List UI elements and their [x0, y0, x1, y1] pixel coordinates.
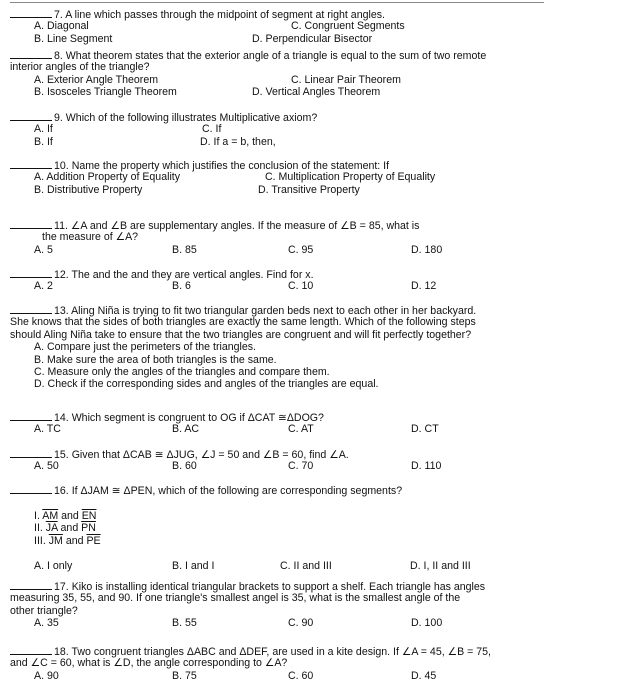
option-d[interactable]: D. 12: [411, 280, 437, 293]
question-text: Which of the following illustrates Multiplicative axiom?: [65, 112, 318, 124]
option-a[interactable]: A. I only: [34, 560, 73, 572]
question-text-cont: and ∠C = 60, what is ∠D, the angle corresponding to ∠A?: [10, 657, 288, 670]
question-number: 15.: [54, 449, 69, 461]
option-c[interactable]: C. AT: [288, 423, 314, 436]
option-c[interactable]: C. 60: [288, 669, 314, 682]
question-text: What theorem states that the exterior angle of a triangle is equal to the sum of two remote: [65, 50, 487, 62]
question-number: 10.: [54, 160, 69, 172]
answer-blank[interactable]: [10, 645, 52, 655]
segment-pair: [34, 522, 101, 534]
option-d[interactable]: D. Vertical Angles Theorem: [252, 86, 381, 99]
question-number: 13.: [54, 305, 69, 317]
question-8: [10, 49, 605, 99]
answer-blank[interactable]: [10, 8, 52, 18]
option-a[interactable]: A. Exterior Angle Theorem: [34, 73, 159, 86]
option-a[interactable]: A. 90: [34, 669, 59, 682]
question-text: Given that ΔCAB ≅ ΔJUG, ∠J = 50 and ∠B = 60, find ∠A.: [71, 449, 349, 461]
segment-b: $\overline{PE}$: [86, 534, 101, 547]
segment-pairs: [34, 510, 101, 547]
option-c[interactable]: C. If: [202, 123, 222, 136]
and-word: and: [65, 534, 84, 547]
question-text: If ΔJAM ≅ ΔPEN, which of the following are corresponding segments?: [71, 485, 403, 497]
top-rule: [10, 2, 544, 3]
answer-blank[interactable]: [10, 159, 52, 169]
option-d[interactable]: D. Perpendicular Bisector: [252, 32, 373, 45]
option-a[interactable]: A. 50: [34, 460, 59, 473]
question-text-cont: interior angles of the triangle?: [10, 61, 150, 74]
option-c[interactable]: C. Linear Pair Theorem: [291, 73, 401, 86]
question-16: [10, 484, 605, 496]
option-c[interactable]: C. 90: [288, 617, 314, 630]
question-number: 18.: [54, 646, 69, 658]
option-b[interactable]: B. Isosceles Triangle Theorem: [34, 86, 177, 99]
answer-blank[interactable]: [10, 484, 52, 494]
option-b[interactable]: B. I and I: [172, 560, 215, 572]
question-text: Two congruent triangles ΔABC and ΔDEF, are used in a kite design. If ∠A = 45, ∠B = 75,: [71, 646, 491, 658]
and-word: and: [60, 522, 79, 535]
option-b[interactable]: B. If: [34, 135, 53, 148]
option-d[interactable]: D. 180: [411, 243, 443, 256]
option-c[interactable]: C. Measure only the angles of the triangles and compare them.: [34, 365, 330, 378]
question-number: 14.: [54, 412, 69, 424]
question-number: 8.: [54, 50, 63, 62]
segment-a: $\overline{JA}$: [45, 522, 58, 535]
segment-a: $\overline{AM}$: [42, 510, 59, 522]
question-17: [10, 580, 605, 630]
option-b[interactable]: B. 6: [172, 280, 191, 293]
answer-blank[interactable]: [10, 111, 52, 121]
option-b[interactable]: B. AC: [172, 423, 200, 436]
option-c[interactable]: C. 70: [288, 460, 314, 473]
question-9: [10, 111, 605, 148]
segment-a: $\overline{JM}$: [48, 534, 63, 547]
question-13: [10, 304, 605, 391]
and-word: and: [61, 510, 79, 522]
segment-pair: [34, 510, 101, 522]
question-text: Which segment is congruent to OG if ΔCAT ≅ΔDOG?: [71, 412, 324, 424]
segment-b: $\overline{EN}$: [81, 510, 97, 522]
roman-numeral: III.: [34, 534, 46, 547]
roman-numeral: II.: [34, 522, 43, 535]
question-7: [10, 8, 605, 45]
question-number: 17.: [54, 581, 69, 593]
option-b[interactable]: B. 75: [172, 669, 197, 682]
question-text-cont: She knows that the sides of both triangles are exactly the same length. Which of the following steps: [10, 316, 476, 329]
roman-numeral: I.: [34, 510, 40, 522]
option-d[interactable]: D. 45: [411, 669, 437, 682]
answer-blank[interactable]: [10, 411, 52, 421]
option-b[interactable]: B. Distributive Property: [34, 183, 143, 196]
question-text-cont: the measure of ∠A?: [42, 231, 139, 244]
option-d[interactable]: D. Check if the corresponding sides and angles of the triangles are equal.: [34, 378, 379, 391]
option-a[interactable]: A. TC: [34, 423, 61, 436]
question-14: [10, 411, 605, 436]
option-d[interactable]: D. 110: [411, 460, 442, 473]
option-a[interactable]: A. 5: [34, 243, 53, 256]
question-11: [10, 219, 605, 256]
segment-pair: [34, 535, 101, 547]
question-text: ∠A and ∠B are supplementary angles. If the measure of ∠B = 85, what is: [70, 220, 420, 232]
option-c[interactable]: C. Congruent Segments: [291, 20, 405, 33]
option-a[interactable]: A. 35: [34, 617, 59, 630]
option-b[interactable]: B. Line Segment: [34, 32, 113, 45]
question-text: Aling Niña is trying to fit two triangular garden beds next to each other in her backyard.: [71, 305, 477, 317]
option-b[interactable]: B. 85: [172, 243, 197, 256]
question-number: 11.: [54, 220, 68, 232]
question-number: 7.: [54, 9, 63, 21]
option-d[interactable]: D. If a = b, then,: [200, 135, 276, 148]
option-a[interactable]: A. If: [34, 123, 53, 136]
question-text: Kiko is installing identical triangular brackets to support a shelf. Each triangle has angles: [71, 581, 486, 593]
question-text-cont: measuring 35, 55, and 90. If one triangle's smallest angel is 35, what is the smallest angle of the: [10, 592, 461, 605]
question-12: [10, 268, 605, 293]
question-number: 9.: [54, 112, 63, 124]
option-c[interactable]: C. 95: [288, 243, 314, 256]
option-c[interactable]: C. 10: [288, 280, 314, 293]
answer-blank[interactable]: [10, 49, 52, 59]
option-b[interactable]: B. 60: [172, 460, 197, 473]
answer-blank[interactable]: [10, 219, 52, 229]
question-15: [10, 448, 605, 473]
question-number: 12.: [54, 269, 69, 281]
option-d[interactable]: D. 100: [411, 617, 443, 630]
question-16-options: [10, 560, 605, 572]
answer-blank[interactable]: [10, 268, 52, 278]
option-a[interactable]: A. 2: [34, 280, 53, 293]
question-number: 16.: [54, 485, 69, 497]
question-text: The and the and they are vertical angles. Find for x.: [71, 269, 314, 281]
answer-blank[interactable]: [10, 448, 52, 458]
answer-blank[interactable]: [10, 304, 52, 314]
option-b[interactable]: B. Make sure the area of both triangles is the same.: [34, 353, 277, 366]
option-c[interactable]: C. Multiplication Property of Equality: [265, 171, 436, 184]
option-d[interactable]: D. I, II and III: [410, 560, 471, 572]
question-text: Name the property which justifies the conclusion of the statement: If: [71, 160, 390, 172]
option-a[interactable]: A. Addition Property of Equality: [34, 171, 181, 184]
answer-blank[interactable]: [10, 580, 52, 590]
option-d[interactable]: D. CT: [411, 423, 439, 436]
question-10: [10, 159, 605, 196]
question-text: A line which passes through the midpoint of segment at right angles.: [65, 9, 385, 21]
option-a[interactable]: A. Diagonal: [34, 20, 89, 33]
question-text-cont: other triangle?: [10, 604, 78, 617]
option-c[interactable]: C. II and III: [280, 560, 332, 572]
option-b[interactable]: B. 55: [172, 617, 197, 630]
option-a[interactable]: A. Compare just the perimeters of the triangles.: [34, 341, 256, 354]
segment-b: $\overline{PN}$: [81, 522, 96, 535]
question-text-cont: should Aling Niña take to ensure that the two triangles are congruent and will fit perfectly together?: [10, 328, 472, 341]
question-18: [10, 645, 605, 682]
option-d[interactable]: D. Transitive Property: [258, 183, 360, 196]
